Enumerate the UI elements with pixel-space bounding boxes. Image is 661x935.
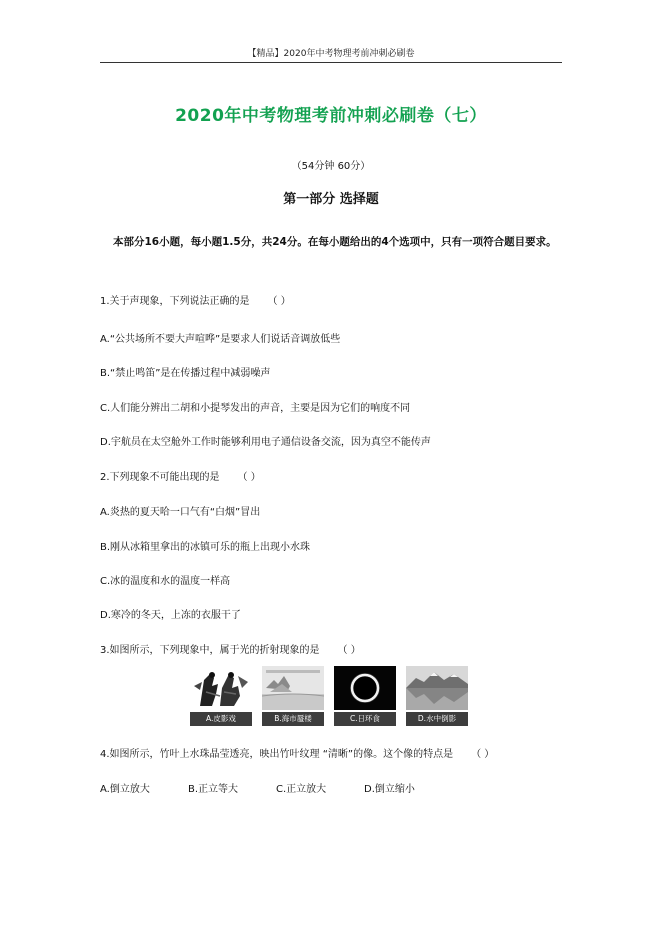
answer-paren: （ ）: [267, 296, 291, 307]
question-3-figure: [190, 666, 470, 728]
question-4-option-d: D.倒立缩小: [364, 784, 415, 795]
question-4-option-b: B.正立等大: [188, 784, 239, 795]
answer-paren: （ ）: [471, 749, 495, 760]
figure-card-b: [262, 666, 324, 728]
figure-caption-c: C.日环食: [334, 712, 396, 726]
section-heading: 第一部分 选择题: [283, 192, 379, 207]
figure-card-a: [190, 666, 252, 728]
solar-eclipse-image: [334, 666, 396, 710]
water-reflection-image: [406, 666, 468, 710]
question-4-options: [100, 780, 415, 795]
question-4-stem: 4.如图所示，竹叶上水珠晶莹透亮，映出竹叶纹理 “清晰”的像。这个像的特点是 （ ）: [100, 745, 494, 760]
question-1-stem: 1.关于声现象，下列说法正确的是 （ ）: [100, 292, 291, 307]
question-4-option-c: C.正立放大: [276, 784, 327, 795]
figure-caption-a: A.皮影戏: [190, 712, 252, 726]
mirage-image: [262, 666, 324, 710]
question-1-option-d: D.宇航员在太空舱外工作时能够利用电子通信设备交流，因为真空不能传声: [100, 437, 431, 448]
question-2-option-c: C.冰的温度和水的温度一样高: [100, 576, 231, 587]
question-2-option-d: D.寒冷的冬天，上冻的衣服干了: [100, 610, 241, 621]
question-2-stem: 2.下列现象不可能出现的是 （ ）: [100, 468, 261, 483]
question-2-option-a: A.炎热的夏天哈一口气有“白烟”冒出: [100, 507, 261, 518]
header-divider: [100, 62, 562, 63]
answer-paren: （ ）: [237, 472, 261, 483]
exam-duration-score: （54分钟 60分）: [291, 161, 371, 172]
page-header: 【精品】2020年中考物理考前冲刺必刷卷: [247, 49, 415, 59]
figure-card-d: [406, 666, 468, 728]
figure-card-c: [334, 666, 396, 728]
question-1-option-c: C.人们能分辨出二胡和小提琴发出的声音，主要是因为它们的响度不同: [100, 403, 411, 414]
answer-paren: （ ）: [337, 645, 361, 656]
shadow-puppet-image: [190, 666, 252, 710]
question-3-stem: 3.如图所示，下列现象中，属于光的折射现象的是 （ ）: [100, 641, 361, 656]
question-4-option-a: A.倒立放大: [100, 784, 150, 795]
figure-caption-d: D.水中倒影: [406, 712, 468, 726]
figure-caption-b: B.海市蜃楼: [262, 712, 324, 726]
question-1-option-b: B.“禁止鸣笛”是在传播过程中减弱噪声: [100, 368, 271, 379]
question-2-option-b: B.刚从冰箱里拿出的冰镇可乐的瓶上出现小水珠: [100, 542, 311, 553]
question-1-option-a: A.“公共场所不要大声喧哗”是要求人们说话音调放低些: [100, 334, 341, 345]
exam-title: 2020年中考物理考前冲刺必刷卷（七）: [175, 106, 487, 126]
section-instructions: 本部分16小题，每小题1.5分，共24分。在每小题给出的4个选项中，只有一项符合题目要求。: [113, 236, 557, 248]
